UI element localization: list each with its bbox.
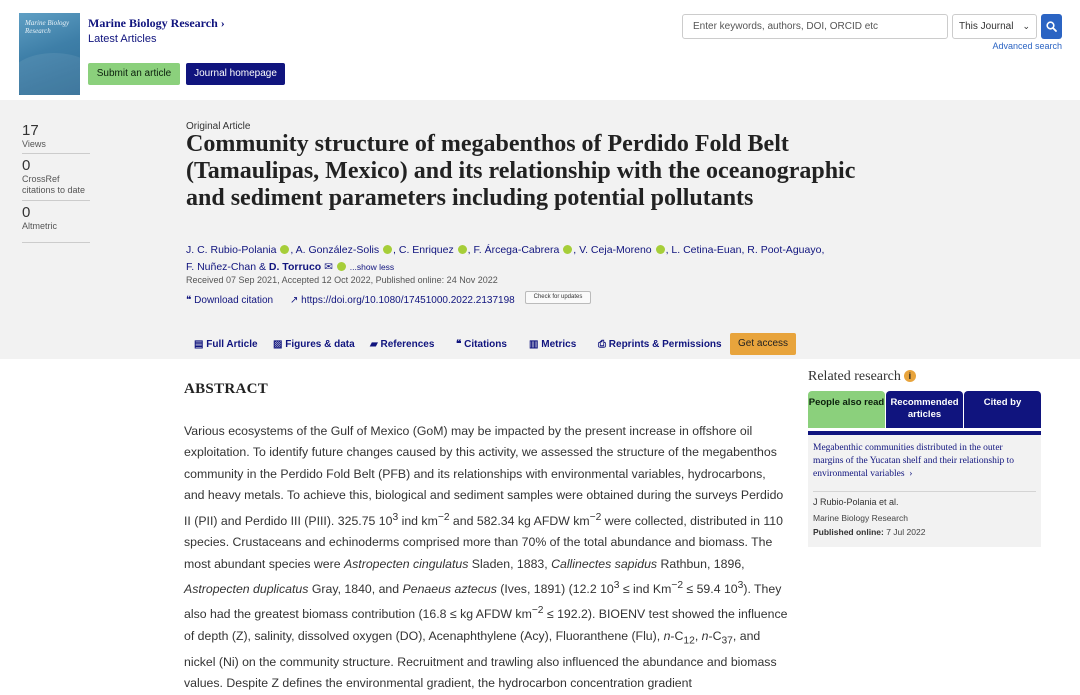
related-article-journal: Marine Biology Research xyxy=(813,513,908,523)
download-citation-label: Download citation xyxy=(194,295,274,306)
orcid-icon[interactable] xyxy=(280,245,289,254)
article-title: Community structure of megabenthos of Perdido Fold Belt (Tamaulipas, Mexico) and its relationship with the oceanographic and sediment parameters including potential pollutants xyxy=(186,131,856,211)
book-icon: ▰ xyxy=(370,339,378,350)
chevron-right-icon: › xyxy=(220,16,225,30)
divider xyxy=(813,491,1036,492)
orcid-icon[interactable] xyxy=(337,262,346,271)
tab-label: References xyxy=(380,339,435,350)
tab-label: Reprints & Permissions xyxy=(608,339,722,350)
search-input[interactable] xyxy=(682,14,948,39)
doi-url: https://doi.org/10.1080/17451000.2022.2137198 xyxy=(301,295,515,306)
quote-icon: ❝ xyxy=(186,295,192,306)
metric-altmetric[interactable] xyxy=(22,204,90,243)
author-link[interactable]: V. Ceja-Moreno xyxy=(579,244,652,256)
tab-metrics[interactable] xyxy=(529,339,576,350)
related-research-heading xyxy=(808,369,916,385)
metric-label: CrossRef xyxy=(22,174,60,184)
tab-citations[interactable] xyxy=(456,339,507,350)
metric-value: 17 xyxy=(22,122,39,139)
tab-full-article[interactable] xyxy=(194,339,258,350)
chevron-right-icon: › xyxy=(906,469,913,479)
corresponding-author-link[interactable]: D. Torruco xyxy=(268,261,322,273)
author-link[interactable]: F. Árcega-Cabrera xyxy=(473,244,560,256)
journal-name: Marine Biology Research xyxy=(88,16,218,30)
printer-icon: ⎙ xyxy=(598,339,606,350)
related-heading-text: Related research xyxy=(808,369,901,384)
related-article-published xyxy=(813,527,925,537)
tab-recommended-articles[interactable]: Recommended articles xyxy=(886,391,963,428)
related-article-authors: J Rubio-Polania et al. xyxy=(813,497,899,507)
author-link[interactable]: F. Nuñez-Chan xyxy=(186,261,257,273)
image-icon: ▨ xyxy=(273,339,283,350)
article-type: Original Article xyxy=(186,121,251,132)
author-link[interactable]: L. Cetina-Euan xyxy=(671,244,742,256)
document-icon: ▤ xyxy=(194,339,204,350)
abstract-heading: ABSTRACT xyxy=(184,381,269,397)
cover-wave-decoration xyxy=(9,53,99,103)
doi-link[interactable] xyxy=(290,295,515,306)
advanced-search-link[interactable]: Advanced search xyxy=(992,41,1062,51)
latest-articles-link[interactable]: Latest Articles xyxy=(88,33,157,45)
search-icon xyxy=(1046,21,1057,32)
check-for-updates-badge[interactable]: Check for updates xyxy=(525,291,591,304)
author-link[interactable]: C. Enriquez xyxy=(398,244,454,256)
tab-cited-by[interactable]: Cited by xyxy=(964,391,1041,428)
get-access-button[interactable]: Get access xyxy=(730,333,796,355)
quote-icon: ❝ xyxy=(456,339,462,350)
cover-title: Marine Biology Research xyxy=(25,19,70,35)
tab-label: Metrics xyxy=(541,339,577,350)
published-date: 7 Jul 2022 xyxy=(886,527,926,537)
author-list: J. C. Rubio-Polania , A. González-Solis , C. Enriquez , F. Árcega-Cabrera , V. Ceja-Moreno , L. Cetina-Euan, R. Poot-Aguayo, F. Nuñez-Chan & D. Torruco ✉ ...show less xyxy=(186,244,825,273)
search-scope-select[interactable] xyxy=(952,14,1037,39)
abstract-text: Various ecosystems of the Gulf of Mexico (GoM) may be impacted by the present increase in offshore oil exploitation. To identify future changes caused by this activity, we assessed the structure of the megabenthos community in the Perdido Fold Belt (PFB) and its relationships with environmental variables, hydrocarbons, and heavy metals. To achieve this, biological and sediment samples were obtained during the surveys Perdido II (PII) and Perdido III (PIII). 325.75 $10^3$ ind $km^{-2}$ and 582.34 kg AFDW $km^{-2}$ were collected, distributed in 110 species. Crustaceans and echinoderms comprised more than 70% of the total abundance and biomass. The most abundant species were Astropecten cingulatus Sladen, 1883, Callinectes sapidus Rathbun, 1896, Astropecten duplicatus Gray, 1840, and Penaeus aztecus (Ives, 1891) (12.2 $10^3$ ≤ ind $Km^{-2} \le 59.4$ $10^3$). They also had the greatest biomass contribution (16.8 ≤ kg AFDW $km^{-2} \le 192.2$). BIOENV test showed the influence of depth (Z), salinity, dissolved oxygen (DO), Acenaphthylene (Acy), Fluoranthene (Flu), $n-C_{12}$, $n-C_{37}$, and nickel (Ni) on the community structure. Recruitment and trawling also influenced the abundance and biomass values. Despite Z defines the environmental gradient, the hydrocarbon concentration gradient xyxy=(184,424,788,691)
site-header xyxy=(0,0,1080,100)
chevron-down-icon: ⌄ xyxy=(1022,21,1030,31)
show-less-link[interactable]: ...show less xyxy=(349,262,395,272)
orcid-icon[interactable] xyxy=(458,245,467,254)
metric-crossref xyxy=(22,157,90,201)
author-link[interactable]: J. C. Rubio-Polania xyxy=(186,244,277,256)
metric-label-2: citations to date xyxy=(22,185,86,195)
related-article-title: Megabenthic communities distributed in the outer margins of the Yucatan shelf and their relationship to environmental variables xyxy=(813,443,1015,479)
metric-views xyxy=(22,122,90,154)
metric-value: 0 xyxy=(22,157,31,174)
journal-homepage-button[interactable]: Journal homepage xyxy=(186,63,285,85)
submit-article-button[interactable]: Submit an article xyxy=(88,63,180,85)
published-label: Published online: xyxy=(813,527,884,537)
tab-label: Citations xyxy=(464,339,507,350)
journal-cover-image[interactable] xyxy=(19,13,80,95)
bar-chart-icon: ▥ xyxy=(529,339,539,350)
related-article-card xyxy=(808,435,1041,547)
tab-references[interactable] xyxy=(370,339,434,350)
tab-label: Figures & data xyxy=(285,339,355,350)
author-link[interactable]: R. Poot-Aguayo xyxy=(747,244,822,256)
orcid-icon[interactable] xyxy=(563,245,572,254)
download-citation-link[interactable] xyxy=(186,295,273,306)
metric-label: Views xyxy=(22,139,46,149)
info-icon[interactable]: i xyxy=(904,370,916,382)
author-link[interactable]: A. González-Solis xyxy=(295,244,380,256)
tab-figures-data[interactable] xyxy=(273,339,355,350)
tab-people-also-read[interactable]: People also read xyxy=(808,391,885,428)
orcid-icon[interactable] xyxy=(383,245,392,254)
tab-reprints-permissions[interactable] xyxy=(598,339,722,350)
journal-name-link[interactable] xyxy=(88,16,225,31)
email-icon[interactable]: ✉ xyxy=(324,261,333,273)
tab-label: Full Article xyxy=(206,339,258,350)
article-dates: Received 07 Sep 2021, Accepted 12 Oct 2022, Published online: 24 Nov 2022 xyxy=(186,275,498,285)
metric-value: 0 xyxy=(22,204,31,221)
metric-label: Altmetric xyxy=(22,221,58,231)
search-scope-value: This Journal xyxy=(959,21,1014,32)
orcid-icon[interactable] xyxy=(656,245,665,254)
search-button[interactable] xyxy=(1041,14,1062,39)
related-article-link[interactable] xyxy=(813,442,1033,481)
external-link-icon: ↗ xyxy=(290,295,299,306)
